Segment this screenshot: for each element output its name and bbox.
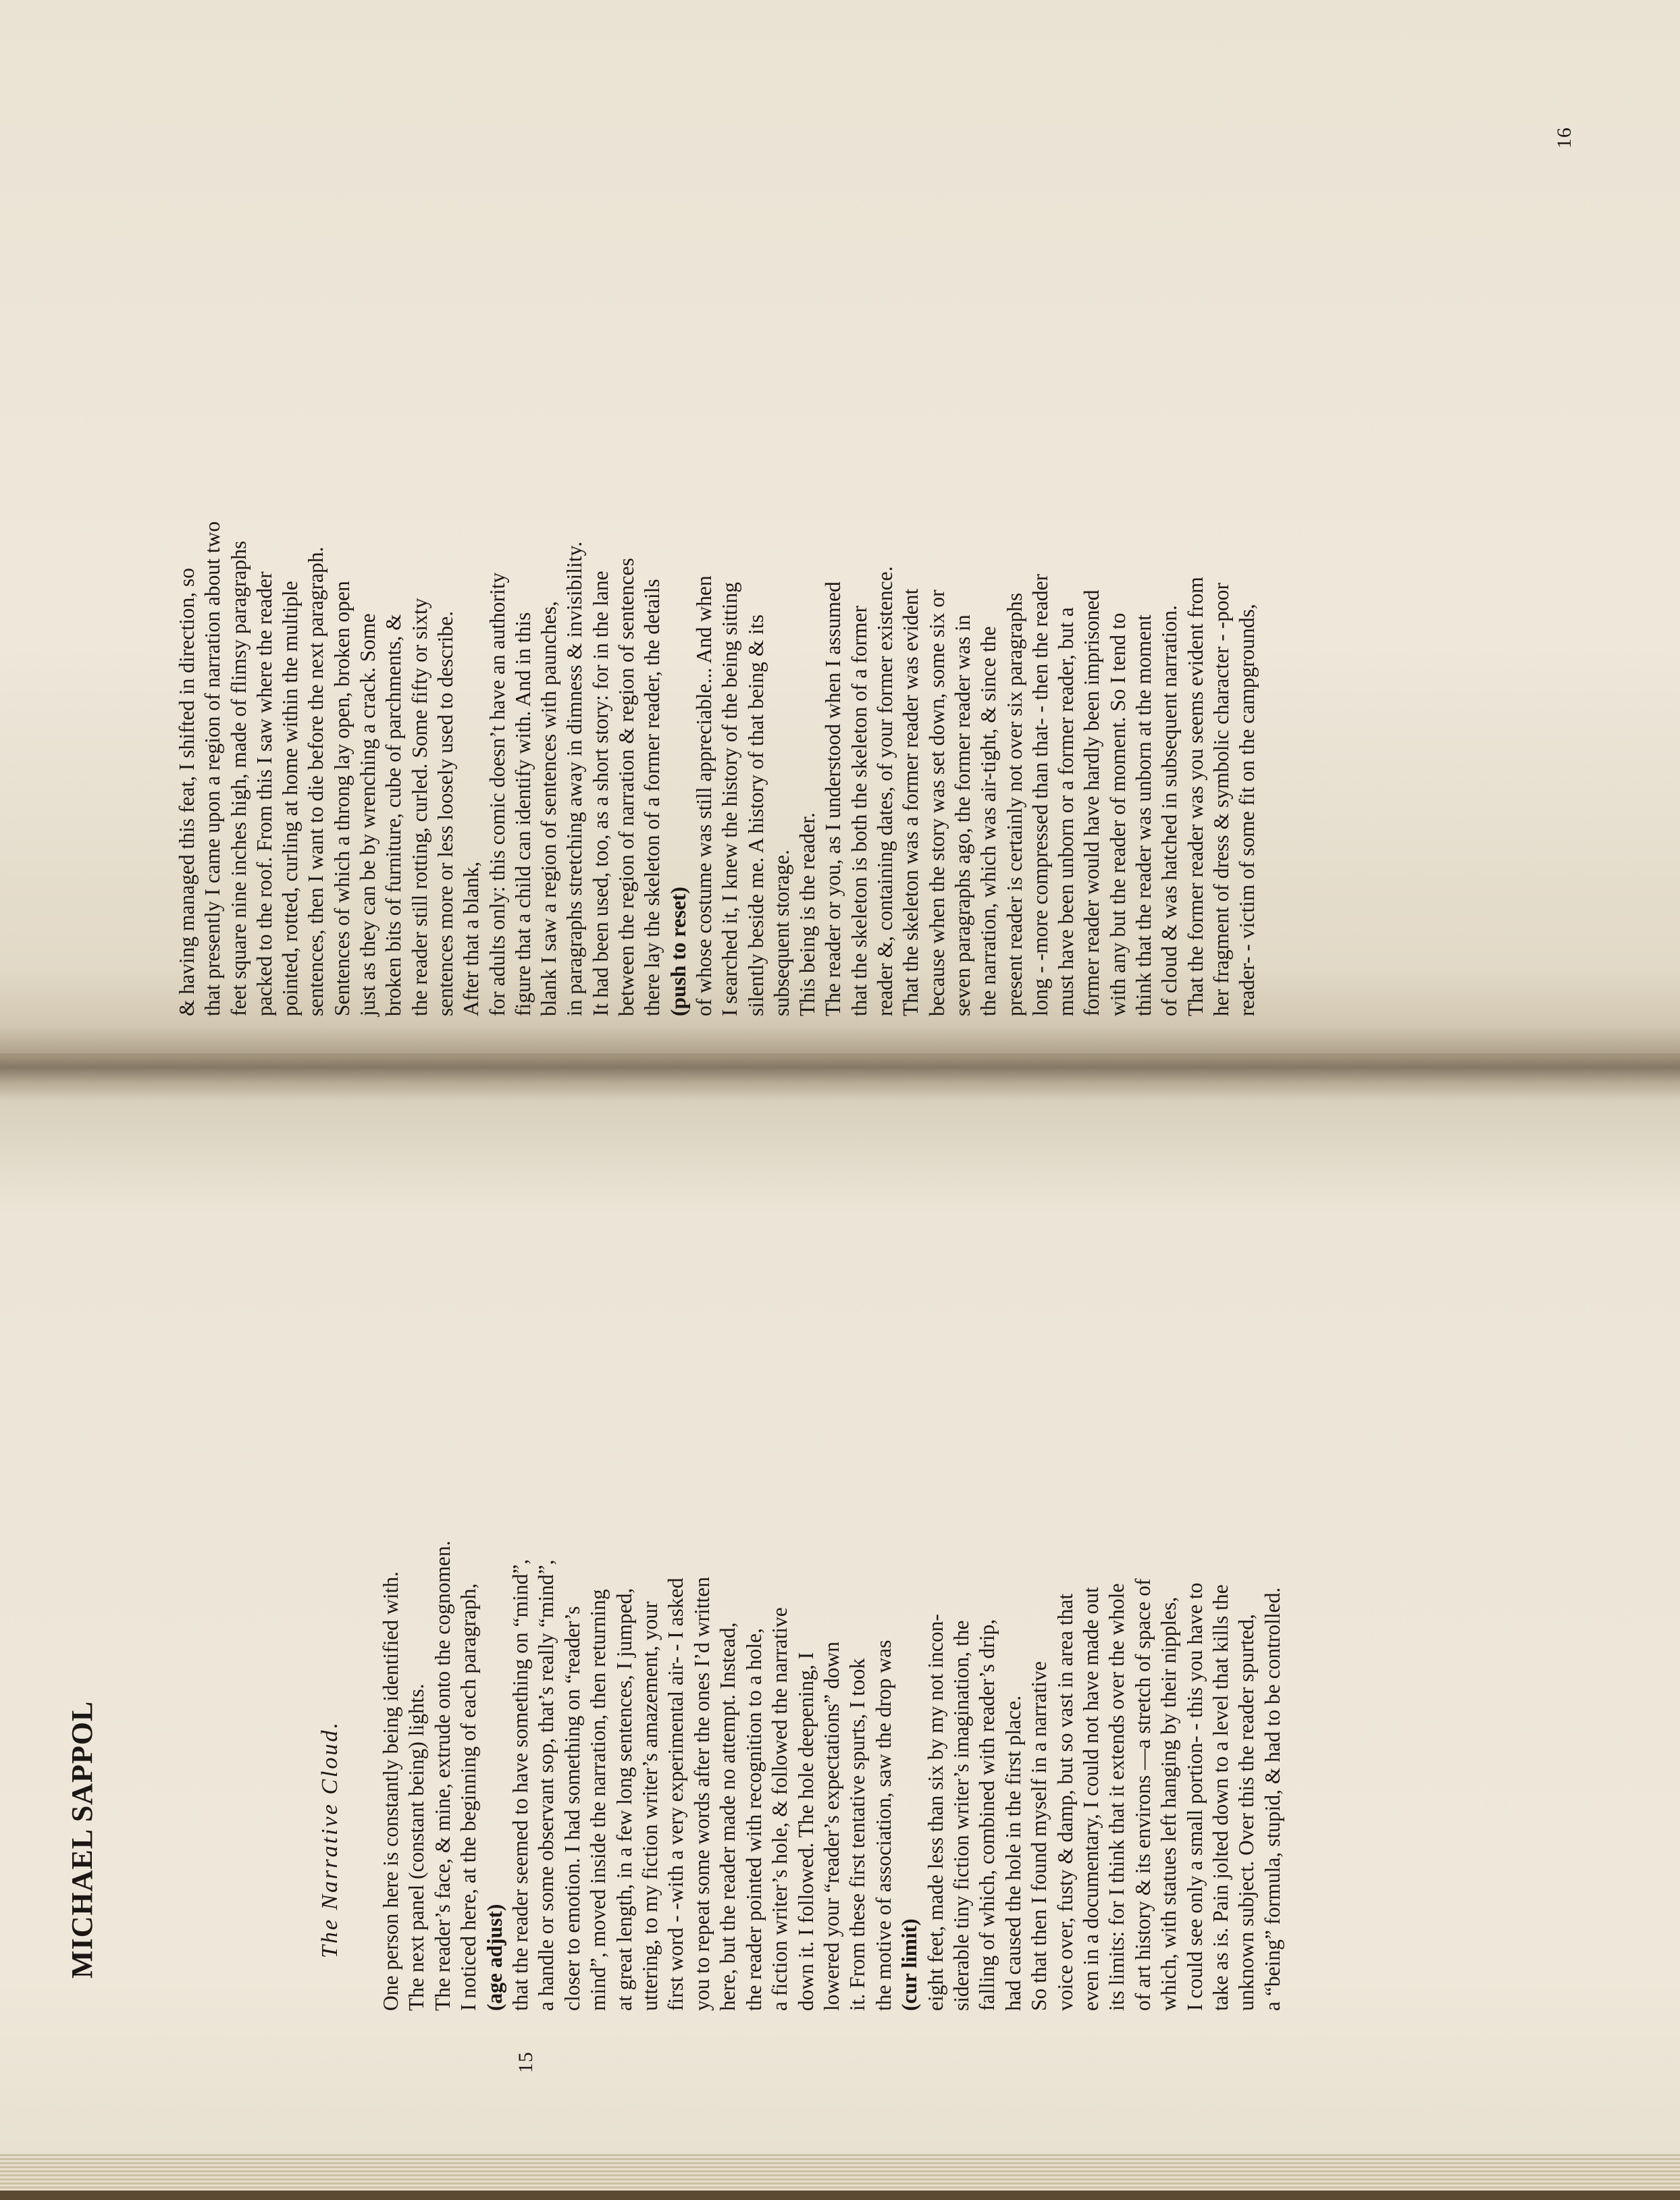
text-line: voice over, fusty & damp, but so vast in area that [1053,1593,1077,2011]
text-line: I searched it, I knew the history of the being sitting [718,582,742,1016]
page-number-right: 16 [1553,127,1575,149]
text-line: must have been unborn or a former reader, but a [1054,607,1078,1016]
book-gutter [0,1026,1680,1101]
text-line: just as they can be by wrenching a crack. Some [356,613,380,1016]
text-line: The reader’s face, & mine, extrude onto the cognomen. [430,1540,454,2011]
text-line: lowered your “reader’s expectations” down [819,1642,843,2011]
page-16-body-text [174,521,1260,1016]
text-line: of art history & its environs —a stretch of space of [1130,1578,1155,2011]
text-line: in paragraphs stretching away in dimness & invisibility. [562,541,587,1016]
text-line: of cloud & was hatched in subsequent narration. [1157,605,1182,1016]
text-line: The next panel (constant being) lights. [404,1683,429,2011]
text-line: former reader would have hardly been imprisoned [1080,590,1104,1016]
text-line: After that a blank, [459,861,483,1016]
text-line: down it. I followed. The hole deepening, I [793,1652,818,2011]
text-line: feet square nine inches high, made of flimsy paragraphs [226,540,251,1016]
text-line: That the former reader was you seems evident from [1183,577,1207,1016]
text-line: present reader is certainly not over six paragraphs [1002,592,1026,1016]
text-line: the reader pointed with recognition to a hole, [741,1628,766,2011]
text-line: That the skeleton was a former reader was evident [899,588,923,1016]
text-line: it. From these first tentative spurts, I took [845,1658,870,2011]
text-line: that the reader seemed to have something on “mind”, [508,1559,533,2011]
book-cover-edge [0,2191,1680,2200]
text-line: I could see only a small portion- - this you have to [1182,1582,1207,2011]
text-line: first word - -with a very experimental air- - I asked [664,1577,688,2011]
text-line: (cur limit) [897,1918,922,2011]
story-title: The Narrative Cloud. [317,1721,342,1958]
text-line: seven paragraphs ago, the former reader was in [950,614,974,1016]
text-line: sentences, then I want to die before the next paragraph. [304,546,328,1016]
page-number-left: 15 [515,2051,537,2073]
text-line: Sentences of which a throng lay open, broken open [330,581,354,1016]
text-line: of whose costume was still appreciable... And when [691,575,716,1016]
text-line: falling of which, combined with reader’s drip, [975,1619,999,2011]
text-line: mind”, moved inside the narration, then returning [586,1589,610,2011]
text-line: that the skeleton is both the skeleton of a former [847,606,871,1016]
text-line: figure that a child can identify with. And in this [510,612,535,1016]
text-line: you to repeat some words after the ones I’d written [689,1577,714,2011]
text-line: that presently I came upon a region of narration about two [201,521,225,1016]
text-line: siderable tiny fiction writer’s imagination, the [949,1620,973,2011]
text-line: reader &, containing dates, of your former existence. [873,566,897,1016]
text-line: subsequent storage. [769,849,793,1016]
text-line: broken bits of furniture, cube of parchments, & [382,614,406,1016]
text-line: between the region of narration & region of sentences [614,558,639,1016]
page-15-body-text [378,1540,1286,2011]
text-line: which, with statues left hanging by their nipples, [1157,1596,1181,2011]
text-line: This being is the reader. [795,812,820,1016]
text-line: & having managed this feat, I shifted in direction, so [175,568,199,1016]
text-line: pointed, rotted, curling at home within the multiple [278,581,303,1016]
text-line: So that then I found myself in a narrative [1027,1661,1051,2011]
text-line: for adults only: this comic doesn’t have an authority [485,572,509,1016]
text-line: with any but the reader of moment. So I tend to [1105,612,1130,1016]
text-line: sentences more or less loosely used to describe. [433,610,457,1016]
text-line: there lay the skeleton of a former reader, the details [640,579,664,1016]
author-name: MICHAEL SAPPOL [65,1700,99,1979]
text-line: take as is. Pain jolted down to a level that kills the [1209,1584,1232,2011]
text-line: closer to emotion. I had something on “reader’s [560,1606,584,2011]
text-line: the narration, which was air-tight, & since the [976,626,1001,1016]
text-line: (age adjust) [482,1904,506,2011]
text-line: It had been used, too, as a short story: for in the lane [588,571,612,1016]
text-line: the motive of association, saw the drop was [871,1640,895,2011]
text-line: the reader still rotting, curled. Some fifty or sixty [407,598,431,1016]
text-line: eight feet, made less than six by my not incon- [923,1614,947,2011]
text-line: uttering, to my fiction writer’s amazement, your [638,1601,662,2011]
text-line: here, but the reader made no attempt. Instead, [716,1622,740,2011]
text-line: had caused the hole in the first place. [1001,1695,1025,2011]
text-line: blank I saw a region of sentences with paunches, [537,601,561,1016]
text-line: The reader or you, as I understood when I assumed [821,581,845,1016]
text-line: unknown subject. Over this the reader spurted, [1234,1614,1259,2011]
text-line: packed to the roof. From this I saw where the reader [252,571,276,1016]
text-line: because when the story was set down, some six or [924,590,949,1016]
text-line: long - -more compressed than that- - then the reader [1028,573,1052,1016]
text-line: her fragment of dress & symbolic character - -poor [1209,583,1233,1016]
text-line: even in a documentary, I could not have made out [1078,1587,1103,2011]
text-line: a handle or some observant sop, that’s really “mind”, [534,1559,558,2011]
text-line: I noticed here, at the beginning of each paragraph, [456,1583,481,2011]
text-line: (push to reset) [666,887,690,1016]
text-line: a fiction writer’s hole, & followed the narrative [768,1607,792,2011]
text-line: at great length, in a few long sentences, I jumped, [612,1588,636,2011]
text-line: think that the reader was unborn at the moment [1131,614,1155,1016]
text-line: reader- - victim of some fit on the campgrounds, [1235,604,1259,1016]
text-line: a “being” formula, stupid, & had to be controlled. [1260,1587,1284,2011]
text-line: its limits: for I think that it extends over the whole [1105,1583,1129,2011]
text-line: silently beside me. A history of that being & its [743,614,768,1016]
text-line: One person here is constantly being identified with. [379,1571,402,2011]
